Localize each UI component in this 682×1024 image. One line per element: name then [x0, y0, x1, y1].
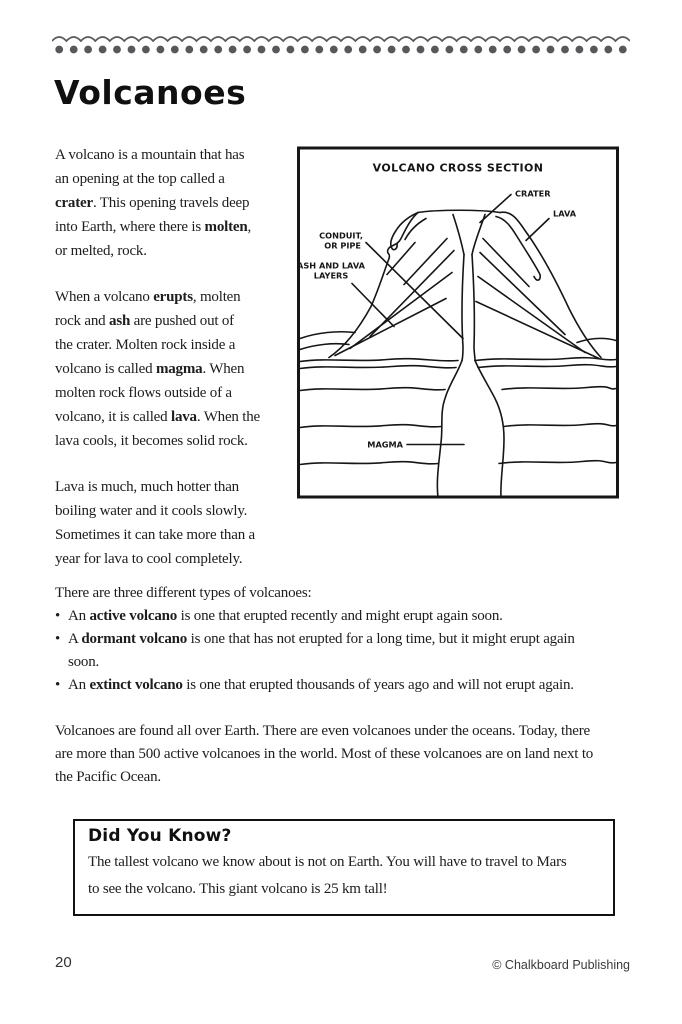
paragraph-world-volcanoes: Volcanoes are found all over Earth. There are even volcanoes under the oceans. Today, there are more than 500 active volcanoes in the world. Most of these volcanoes are on land next to the Pacific Ocean. — [55, 723, 594, 785]
list-item-extinct: • An extinct volcano is one that erupted thousands of years ago and will not erupt again. — [55, 674, 635, 697]
lava-label: LAVA — [553, 208, 577, 219]
crater-label: CRATER — [515, 188, 551, 199]
conduit-label: CONDUIT, — [319, 230, 363, 241]
ash-leader-line — [352, 284, 394, 327]
dot-row-ornament — [55, 46, 626, 54]
types-section — [55, 582, 635, 789]
intro-column — [55, 143, 300, 593]
diagram-title: VOLCANO CROSS SECTION — [372, 161, 544, 175]
wave-line-ornament — [52, 37, 630, 41]
did-you-know-box — [73, 819, 615, 916]
page-number: 20 — [55, 954, 72, 971]
did-you-know-title: Did You Know? — [88, 826, 232, 846]
decorative-border — [52, 32, 630, 56]
paragraph-eruption: When a volcano erupts, molten rock and ash are pushed out of the crater. Molten rock inside a volcano is called magma. When molten rock flows outside of a volcano, it is called lava. When the lava cools, it becomes solid rock. — [55, 289, 260, 449]
paragraph-crater: A volcano is a mountain that has an opening at the top called a crater. This opening travels deep into Earth, where there is molten, or melted, rock. — [55, 147, 252, 259]
crater-leader-line — [480, 195, 511, 223]
page-title: Volcanoes — [54, 73, 247, 112]
magma-label: MAGMA — [367, 439, 403, 450]
types-intro-line: There are three different types of volcanoes: — [55, 585, 312, 601]
did-you-know-body: The tallest volcano we know about is not on Earth. You will have to travel to Mars to see the volcano. This giant volcano is 25 km tall! — [88, 854, 567, 897]
conduit-label-line2: OR PIPE — [324, 240, 361, 251]
list-item-active: • An active volcano is one that erupted recently and might erupt again soon. — [55, 605, 635, 628]
volcano-cross-section-diagram — [297, 146, 619, 499]
conduit-pipe — [462, 255, 464, 361]
copyright: © Chalkboard Publishing — [492, 958, 630, 972]
list-item-dormant: • A dormant volcano is one that has not erupted for a long time, but it might erupt again soon. — [55, 628, 635, 674]
ash-layers-label-line2: LAYERS — [313, 270, 349, 281]
lava-leader-line — [526, 219, 549, 241]
volcano-types-list — [55, 605, 635, 697]
magma-chamber — [437, 361, 462, 498]
ash-layers-label: ASH AND LAVA — [297, 260, 365, 271]
paragraph-lava-cooling: Lava is much, much hotter than boiling water and it cools slowly. Sometimes it can take more than a year for lava to cool completely. — [55, 479, 256, 567]
crater-rim — [418, 210, 500, 212]
